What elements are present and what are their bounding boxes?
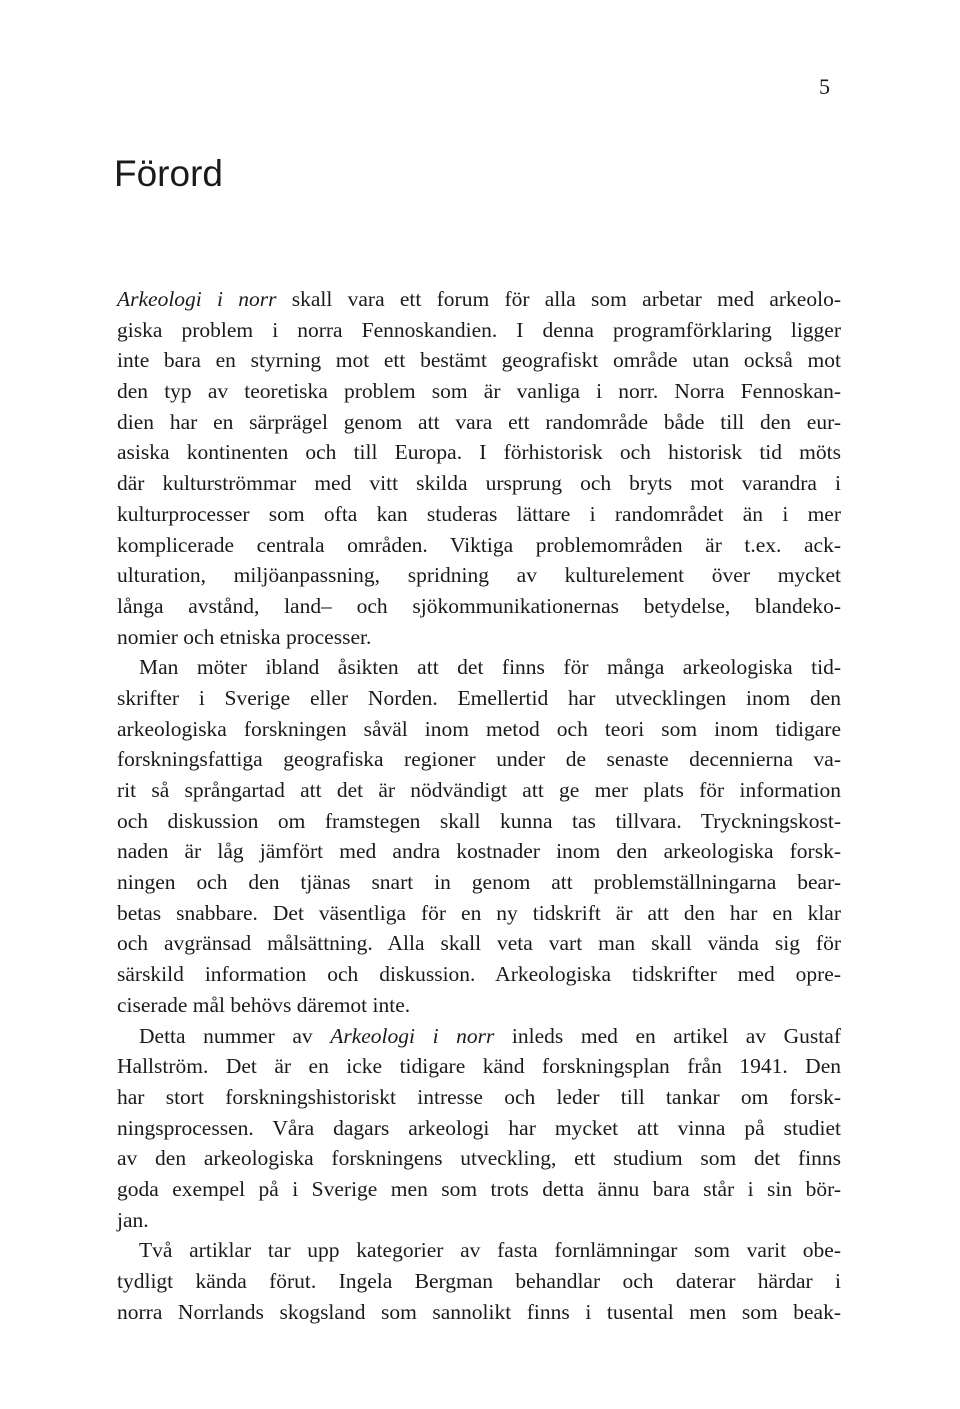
text-line: där kulturströmmar med vitt skilda ursprung och bryts mot varandra i — [117, 471, 841, 496]
text-line: arkeologiska forskningen såväl inom metod och teori som inom tidigare — [117, 716, 841, 741]
text-line: rit så språngartad att det är nödvändigt att ge mer plats för information — [117, 778, 841, 802]
text-line: giska problem i norra Fennoskandien. I denna programförklaring ligger — [117, 317, 841, 342]
text-line: asiska kontinenten och till Europa. I förhistorisk och historisk tid möts — [117, 440, 841, 465]
text-line: Två artiklar tar upp kategorier av fasta fornlämningar som varit obe- — [139, 1238, 841, 1263]
body-text — [117, 284, 841, 1327]
text-line: kulturprocesser som ofta kan studeras lättare i randområdet än i mer — [117, 501, 841, 526]
journal-title: Arkeologi i norr — [330, 1023, 495, 1048]
text-line: norra Norrlands skogsland som sannolikt finns i tusental men som beak- — [117, 1299, 841, 1324]
text-line: den typ av teoretiska problem som är vanliga i norr. Norra Fennoskan- — [117, 379, 841, 404]
text-line: har stort forskningshistoriskt intresse och leder till tankar om forsk- — [117, 1084, 841, 1109]
chapter-title: Förord — [114, 153, 223, 194]
text-line: och avgränsad målsättning. Alla skall veta vart man skall vända sig för — [117, 931, 841, 956]
text-line: forskningsfattiga geografiska regioner under de senaste decennierna va- — [117, 747, 841, 772]
text-line: Arkeologi i norr skall vara ett forum för alla som arbetar med arkeolo- — [117, 287, 841, 311]
text-line: inte bara en styrning mot ett bestämt geografiskt område utan också mot — [117, 348, 841, 373]
text-line: av den arkeologiska forskningens utveckling, ett studium som det finns — [117, 1146, 841, 1171]
page-number: 5 — [819, 74, 830, 99]
text-line: ningsprocessen. Våra dagars arkeologi har mycket att vinna på studiet — [117, 1115, 841, 1140]
text-line: tydligt kända förut. Ingela Bergman behandlar och daterar härdar i — [117, 1269, 841, 1293]
text-line: jan. — [117, 1207, 149, 1232]
text-line: komplicerade centrala områden. Viktiga problemområden är t.ex. ack- — [117, 532, 841, 557]
text-line: dien har en särprägel genom att vara ett randområde både till den eur- — [117, 409, 841, 434]
text-line: Hallström. Det är en icke tidigare känd forskningsplan från 1941. Den — [117, 1054, 841, 1079]
text-line: Detta nummer av Arkeologi i norr inleds med en artikel av Gustaf — [139, 1023, 841, 1048]
text-line: Man möter ibland åsikten att det finns för många arkeologiska tid- — [139, 655, 841, 680]
text-line: nomier och etniska processer. — [117, 624, 372, 649]
text-line: ciserade mål behövs däremot inte. — [117, 992, 411, 1017]
text-line: ulturation, miljöanpassning, spridning av kulturelement över mycket — [117, 563, 841, 588]
text-line: och diskussion om framstegen skall kunna tas tillvara. Tryckningskost- — [117, 808, 841, 833]
text-line: naden är låg jämfört med andra kostnader inom den arkeologiska forsk- — [117, 839, 841, 864]
text-line: långa avstånd, land– och sjökommunikationernas betydelse, blandeko- — [117, 593, 841, 618]
text-line: goda exempel på i Sverige men som trots detta ännu bara står i sin bör- — [117, 1176, 841, 1201]
text-line: skrifter i Sverige eller Norden. Emellertid har utvecklingen inom den — [117, 685, 841, 710]
journal-title: Arkeologi i norr — [117, 287, 277, 311]
text-line: ningen och den tjänas snart in genom att problemställningarna bear- — [117, 870, 841, 895]
text-line: betas snabbare. Det väsentliga för en ny tidskrift är att den har en klar — [117, 900, 841, 925]
text-line: särskild information och diskussion. Arkeologiska tidskrifter med opre- — [117, 962, 841, 987]
